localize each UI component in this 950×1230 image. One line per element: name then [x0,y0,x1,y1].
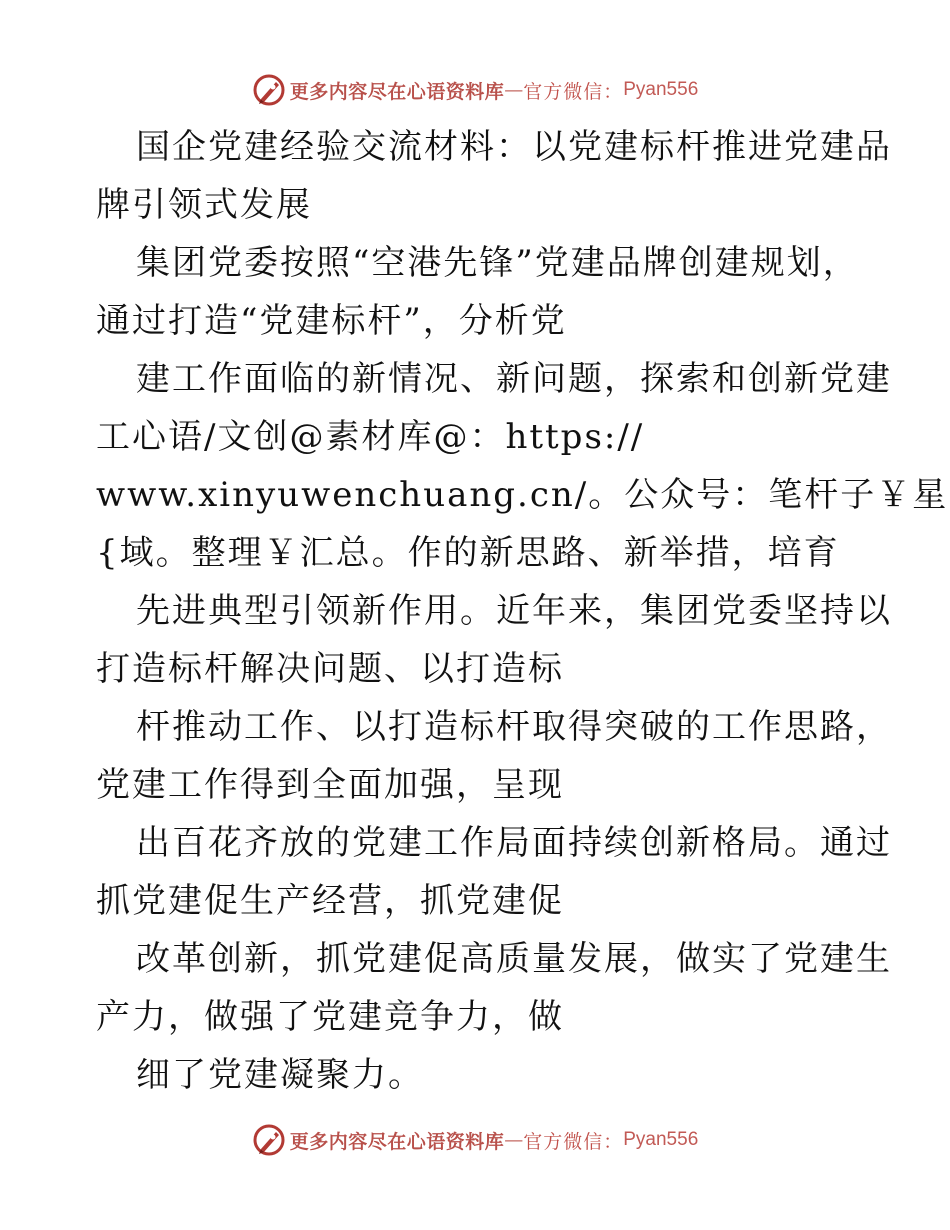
text-line: 集团党委按照“空港先锋”党建品牌创建规划， [136,243,859,283]
footer-banner [0,1120,950,1160]
banner-main-text: 更多内容尽在心语资料库 [289,1130,505,1153]
banner-wechat-id: Pyan556 [623,1129,699,1150]
text-line: 国企党建经验交流材料：以党建标杆推进党建品 [136,127,892,167]
text-line: www.xinyuwenchuang.cn/。公众号：笔杆子￥星 [96,475,949,515]
banner-separator: — [504,79,524,101]
text-line: 杆推动工作、以打造标杆取得突破的工作思路， [136,707,892,747]
banner-official-label: 官方微信： [523,1130,624,1153]
text-line: 先进典型引领新作用。近年来，集团党委坚持以 [136,591,892,631]
text-line: 出百花齐放的党建工作局面持续创新格局。通过 [136,823,892,863]
banner-main-text: 更多内容尽在心语资料库 [289,80,505,103]
text-line: 打造标杆解决问题、以打造标 [96,649,564,689]
pen-logo-icon [252,1123,286,1157]
text-line: 牌引领式发展 [96,185,312,225]
banner-official-label: 官方微信： [523,80,624,103]
text-line: {域。整理￥汇总。作的新思路、新举措，培育 [96,533,840,573]
text-line: 改革创新，抓党建促高质量发展，做实了党建生 [136,939,892,979]
text-line: 产力，做强了党建竞争力，做 [96,997,564,1037]
text-line: 细了党建凝聚力。 [136,1055,424,1095]
text-line: 通过打造“党建标杆”，分析党 [96,301,567,341]
text-line: 党建工作得到全面加强，呈现 [96,765,564,805]
text-line: 抓党建促生产经营，抓党建促 [96,881,564,921]
text-line: 工心语/文创@素材库@：https:// [96,417,645,457]
pen-logo-icon [252,73,286,107]
banner-wechat-id: Pyan556 [623,79,699,100]
body-text [96,118,949,1104]
header-banner [0,70,950,110]
text-line: 建工作面临的新情况、新问题，探索和创新党建 [136,359,892,399]
banner-separator: — [504,1129,524,1151]
